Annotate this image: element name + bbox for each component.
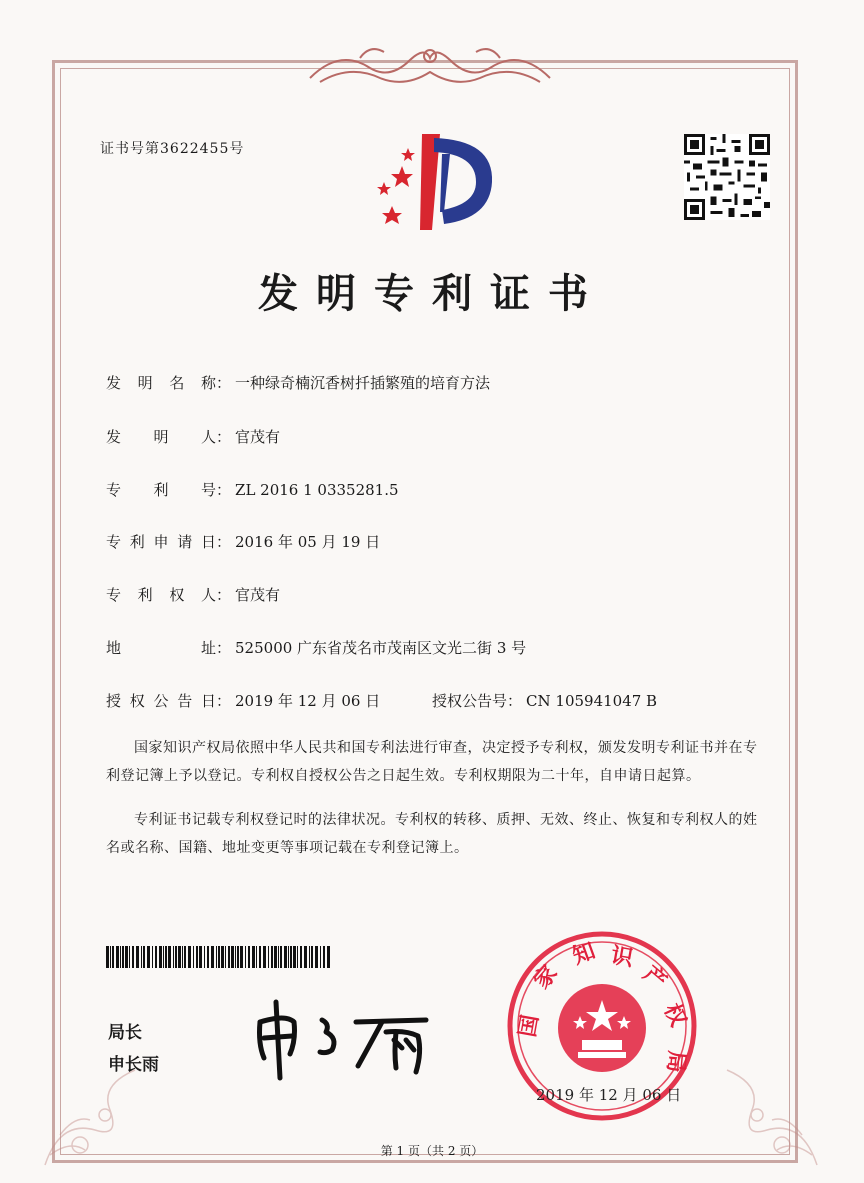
field-value: CN 105941047 B bbox=[526, 692, 658, 710]
field-label: 专利申请日 bbox=[106, 533, 216, 551]
barcode-icon bbox=[106, 946, 330, 968]
field-label: 专利号 bbox=[106, 481, 216, 499]
field-value: ZL 2016 1 0335281.5 bbox=[235, 481, 399, 499]
field-label: 发明名称 bbox=[106, 374, 216, 392]
field-label: 授权公告日 bbox=[106, 692, 216, 710]
field-value: 2019 年 12 月 06 日 bbox=[235, 692, 381, 710]
svg-text:产: 产 bbox=[638, 961, 672, 995]
handwritten-signature-icon bbox=[246, 992, 446, 1082]
certificate-paragraph-1: 国家知识产权局依照中华人民共和国专利法进行审查，决定授予专利权，颁发发明专利证书并在专利登记簿上予以登记。专利权自授权公告之日起生效。专利权期限为二十年，自申请日起算。 bbox=[106, 740, 758, 784]
field-grant-number: 授权公告号 ： CN 105941047 B bbox=[432, 692, 658, 710]
field-value: 官茂有 bbox=[235, 586, 281, 604]
field-label: 发明人 bbox=[106, 428, 216, 446]
svg-text:家: 家 bbox=[529, 960, 563, 994]
svg-text:知: 知 bbox=[569, 938, 599, 970]
svg-text:局: 局 bbox=[662, 1049, 689, 1074]
seal-date: 2019 年 12 月 06 日 bbox=[536, 1086, 682, 1104]
field-application-date: 专利申请日 ： 2016 年 05 月 19 日 bbox=[106, 533, 381, 551]
signatory-role: 局长 bbox=[108, 1023, 142, 1043]
field-value: 525000 广东省茂名市茂南区文光二街 3 号 bbox=[235, 639, 527, 657]
field-value: 一种绿奇楠沉香树扦插繁殖的培育方法 bbox=[235, 374, 491, 392]
field-label: 专利权人 bbox=[106, 586, 216, 604]
field-patent-number: 专利号 ： ZL 2016 1 0335281.5 bbox=[106, 481, 399, 499]
signatory-name: 申长雨 bbox=[108, 1055, 159, 1075]
top-ornament-icon bbox=[300, 38, 560, 90]
svg-text:识: 识 bbox=[608, 943, 635, 972]
field-label: 授权公告号 bbox=[432, 692, 508, 710]
qr-code-icon bbox=[684, 134, 770, 220]
field-grant-date: 授权公告日 ： 2019 年 12 月 06 日 bbox=[106, 692, 381, 710]
svg-text:权: 权 bbox=[658, 999, 691, 1031]
page-indicator: 第 1 页（共 2 页） bbox=[380, 1144, 484, 1158]
field-inventor: 发明人 ： 官茂有 bbox=[106, 428, 281, 446]
field-address: 地址 ： 525000 广东省茂名市茂南区文光二街 3 号 bbox=[106, 639, 527, 657]
field-invention-name: 发明名称 ： 一种绿奇楠沉香树扦插繁殖的培育方法 bbox=[106, 374, 491, 392]
svg-text:国: 国 bbox=[515, 1013, 544, 1040]
field-value: 官茂有 bbox=[235, 428, 281, 446]
patent-office-logo-icon bbox=[362, 126, 502, 238]
certificate-paragraph-2: 专利证书记载专利权登记时的法律状况。专利权的转移、质押、无效、终止、恢复和专利权人的姓名或名称、国籍、地址变更等事项记载在专利登记簿上。 bbox=[106, 812, 758, 856]
certificate-number: 证书号第3622455号 bbox=[100, 141, 245, 157]
certificate-title: 发明专利证书 bbox=[258, 271, 606, 317]
field-value: 2016 年 05 月 19 日 bbox=[235, 533, 381, 551]
field-patentee: 专利权人 ： 官茂有 bbox=[106, 586, 281, 604]
field-label: 地址 bbox=[106, 639, 216, 657]
